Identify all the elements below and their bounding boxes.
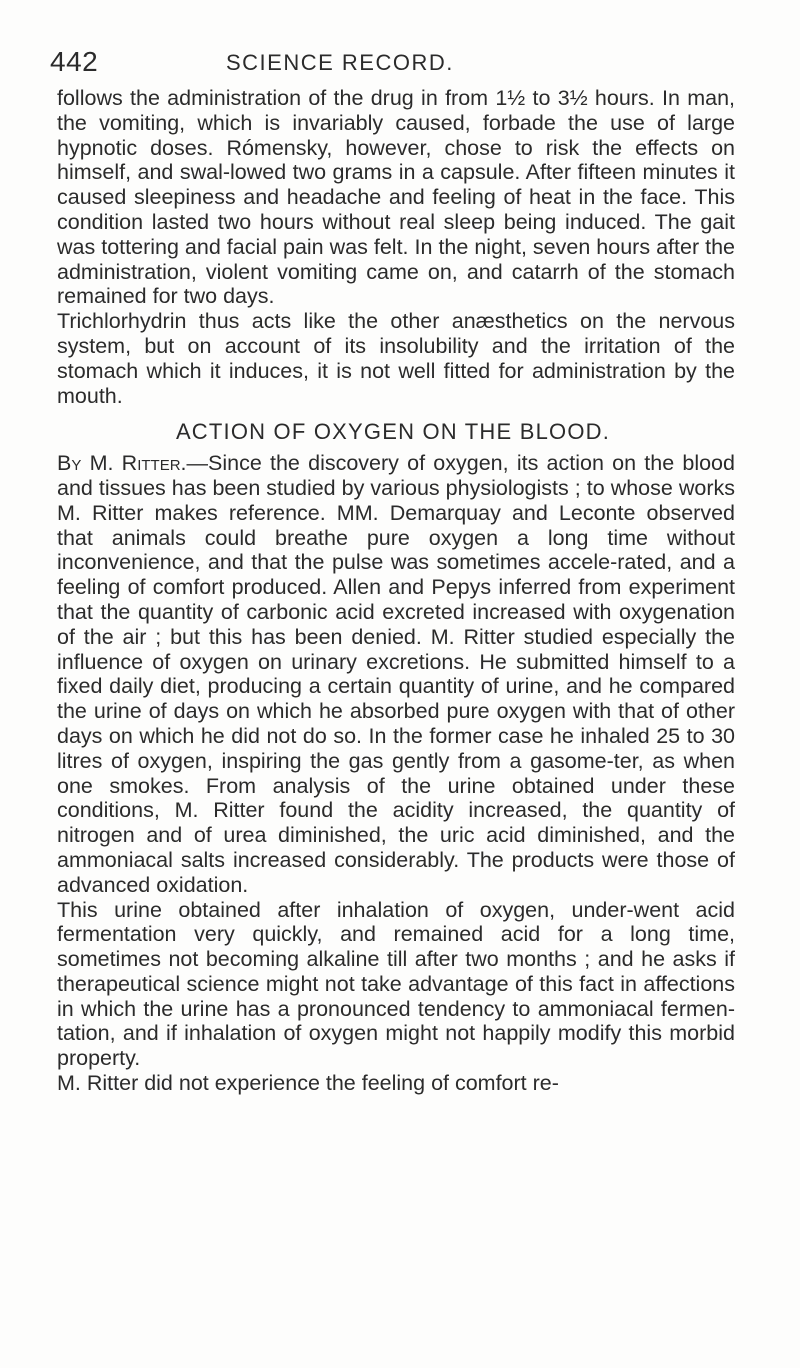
running-head (50, 46, 750, 82)
paragraph-trichlorhydrin: Trichlorhydrin thus acts like the other anæsthetics on the nervous system, but on account of its insolubility and the irritation of the stomach which it induces, it is not well fitted for administration by the mouth. (57, 309, 735, 408)
paragraph-oxygen-intro (57, 451, 735, 897)
paragraph-urine-fermentation: This urine obtained after inhalation of oxygen, under-went acid fermentation very quickly, and remained acid for a long time, sometimes not becoming alkaline till after two months ; and he asks if therapeutical science might not take advantage of this fact in affections in which the urine has a pronounced tendency to ammoniacal fermen-tation, and if inhalation of oxygen might not happily modify this morbid property. (57, 897, 735, 1071)
paragraph-continued: follows the administration of the drug in from 1½ to 3½ hours. In man, the vomiting, which is invariably caused, forbade the use of large hypnotic doses. Rómensky, however, chose to risk the effects on himself, and swal-lowed two grams in a capsule. After fifteen minutes it caused sleepiness and headache and feeling of heat in the face. This condition lasted two hours without real sleep being induced. The gait was tottering and facial pain was felt. In the night, seven hours after the administration, violent vomiting came on, and catarrh of the stomach remained for two days. (57, 86, 735, 309)
paragraph-comfort: M. Ritter did not experience the feeling of comfort re- (57, 1071, 559, 1096)
page-number: 442 (50, 46, 99, 77)
section-heading: ACTION OF OXYGEN ON THE BLOOD. (175, 419, 611, 445)
byline: By M. Ritter. (57, 451, 187, 476)
article-body (57, 86, 735, 1096)
paragraph-oxygen-intro-text: —Since the discovery of oxygen, its action on the blood and tissues has been studied by various physiologists ; to whose works M. Ritter makes reference. MM. Demarquay and Leconte observed that animals could breathe pure oxygen a long time without inconvenience, and that the pulse was sometimes accele-rated, and a feeling of comfort produced. Allen and Pepys inferred from experiment that the quantity of carbonic acid excreted increased with oxygenation of the air ; but this has been denied. M. Ritter studied especially the influence of oxygen on urinary excretions. He submitted himself to a fixed daily diet, producing a certain quantity of urine, and he compared the urine of days on which he absorbed pure oxygen with that of other days on which he did not do so. In the former case he inhaled 25 to 30 litres of oxygen, inspiring the gas gently from a gasome-ter, as when one smokes. From analysis of the urine obtained under these conditions, M. Ritter found the acidity increased, the quantity of nitrogen and of urea diminished, the uric acid diminished, and the ammoniacal salts increased considerably. The products were those of advanced oxidation. (57, 451, 735, 897)
running-title: SCIENCE RECORD. (226, 50, 454, 75)
